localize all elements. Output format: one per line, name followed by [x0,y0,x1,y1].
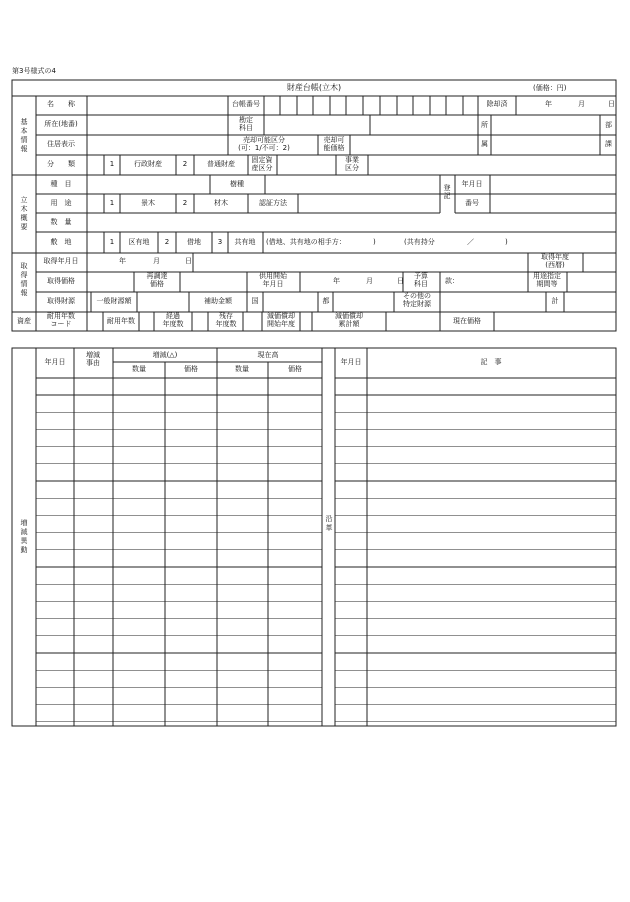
category-1: 1 [109,160,115,168]
life-code-label: 耐用年数 コード [47,312,75,328]
dept-label: 部 [605,121,612,129]
service-year: 年 [333,277,340,285]
sale-price-label: 売却可 能価格 [323,136,345,152]
landscape-tree: 景木 [141,199,155,207]
funding-label: 取得財源 [47,297,75,305]
usage-2: 2 [182,199,188,207]
elapsed-label: 経過 年度数 [162,312,184,328]
subsidy-label: 補助金額 [204,297,232,305]
address-label: 住居表示 [47,140,75,148]
section-ka-label: 課 [605,140,612,148]
shared-partner-close: ) [373,238,376,246]
price-unit: (価格：円) [533,84,567,92]
species-label: 種 目 [50,180,72,188]
registry-no-label: 番号 [465,199,479,207]
usage-label: 用 途 [50,199,72,207]
change-qty-header: 数量 [132,365,146,373]
acq-year: 年 [119,257,126,265]
site-label: 敷 地 [50,238,72,246]
category-label: 分 類 [47,160,75,168]
shared-land: 共有地 [234,238,256,246]
registry-date-label: 年月日 [461,180,483,188]
admin-property: 行政財産 [134,160,162,168]
business-label: 事業 区分 [345,156,359,172]
changes-change-header: 増減(△) [152,351,178,359]
service-start-label: 供用開始 年月日 [259,272,287,288]
history-record-header: 記 事 [480,358,502,366]
general-property: 普通財産 [207,160,235,168]
shared-partner-note: (借地、共有地の相手方： [266,238,346,246]
national-label: 国 [251,297,259,305]
current-qty-header: 数量 [235,365,249,373]
tree-type-label: 樹種 [230,180,244,188]
site-1: 1 [109,238,115,246]
changes-reason-header: 増減 事由 [86,351,100,367]
general-fund-label: 一般財源額 [96,297,132,305]
site-3: 3 [217,238,223,246]
changes-section-label: 増減異動 [20,519,28,554]
removed-month: 月 [578,100,585,108]
other-fund-label: その他の 特定財源 [403,292,431,308]
changes-current-header: 現在高 [257,351,279,359]
current-price-label: 現在価格 [453,317,481,325]
leased-land: 借地 [187,238,201,246]
removed-label: 除却済 [486,100,508,108]
account-label: 勘定 科目 [239,116,253,132]
saleable-label: 売却可能区分 (可：1/不可：2) [238,136,290,152]
acquisition-section-label: 取得情報 [20,262,28,297]
belong-label-2: 属 [481,140,488,148]
service-day: 日 [397,277,404,285]
removed-year: 年 [545,100,552,108]
location-label: 所在(地番) [44,120,78,128]
history-date-header: 年月日 [340,358,362,366]
form-title: 財産台帳(立木) [286,83,342,92]
history-section-label: 沿革 [325,515,333,532]
service-month: 月 [366,277,373,285]
changes-date-header: 年月日 [44,358,66,366]
ledger-no-label: 台帳番号 [232,100,260,108]
budget-label: 予算 科目 [414,272,428,288]
depr-total-label: 減価償却 累計額 [335,312,363,328]
acq-date-label: 取得年月日 [43,257,79,265]
metro-label: 都 [322,297,330,305]
ward-land: 区有地 [128,238,150,246]
usage-1: 1 [109,199,115,207]
site-2: 2 [164,238,170,246]
basic-section-label: 基本情報 [20,118,28,153]
cert-method-label: 認証方法 [259,199,287,207]
life-label: 耐用年数 [107,317,135,325]
share-ratio-close: ) [505,238,508,246]
registry-label: 登 記 [443,184,451,200]
acq-price-label: 取得価格 [47,277,75,285]
form-number: 第3号様式の4 [12,67,56,75]
depr-start-label: 減価償却 開始年度 [267,312,295,328]
overview-section-label: 立木概要 [20,196,28,231]
fixed-asset-label: 固定資 産区分 [251,156,273,172]
name-label: 名 称 [47,100,75,108]
reappraisal-label: 再調達 価格 [146,272,168,288]
quantity-label: 数 量 [50,218,72,226]
acq-day: 日 [185,257,192,265]
timber: 材木 [214,199,228,207]
removed-day: 日 [608,100,615,108]
acq-month: 月 [153,257,160,265]
budget-kan: 款： [445,277,459,285]
total-label: 計 [551,297,559,305]
remaining-label: 残存 年度数 [215,312,237,328]
share-ratio-label: (共有持分 [404,238,435,246]
change-price-header: 価格 [184,365,198,373]
purpose-label: 用途指定 期間等 [533,272,561,288]
category-2: 2 [182,160,188,168]
asset-label: 資産 [17,317,31,325]
current-price-header: 価格 [288,365,302,373]
acq-fiscal-year-label: 取得年度 (西暦) [541,253,569,269]
share-ratio-slash: ／ [467,238,474,246]
belong-label-1: 所 [481,121,488,129]
